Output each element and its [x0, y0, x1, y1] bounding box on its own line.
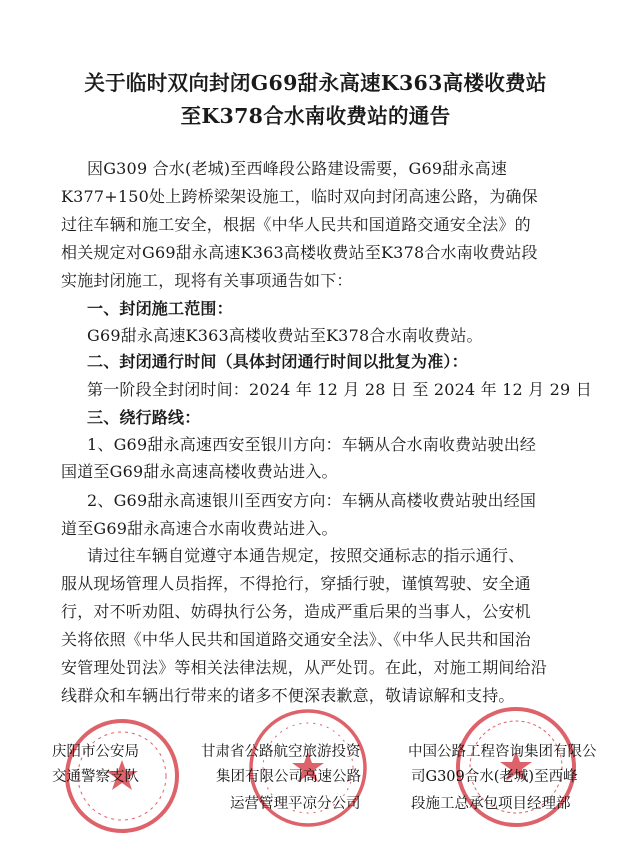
intro-line-4: 相关规定对G69甜永高速K363高楼收费站至K378合水南收费站段 — [61, 243, 538, 262]
section3-heading: 三、绕行路线： — [87, 408, 201, 427]
signature-highway-line-1: 甘肃省公路航空旅游投资 — [201, 744, 361, 760]
closing-line-1: 请过往车辆自觉遵守本通告规定，按照交通标志的指示通行、 — [87, 546, 525, 565]
route1-line-1: 1、G69甜永高速西安至银川方向：车辆从合水南收费站驶出经 — [87, 435, 537, 454]
notice-title-line1: 关于临时双向封闭G69甜永高速K363高楼收费站 — [84, 71, 547, 95]
signature-contractor-line-3: 段施工总承包项目经理部 — [411, 796, 571, 812]
signature-highway-line-3: 运营管理平凉分公司 — [230, 796, 361, 812]
intro-line-5: 实施封闭施工，现将有关事项通告如下： — [61, 271, 353, 290]
intro-line-1: 因G309 合水(老城)至西峰段公路建设需要，G69甜永高速 — [87, 159, 508, 178]
signature-contractor-line-2: 司G309合水(老城)至西峰 — [411, 769, 578, 785]
closing-line-2: 服从现场管理人员指挥，不得抢行，穿插行驶，谨慎驾驶、安全通 — [61, 574, 531, 593]
signature-police-line-2: 交通警察支队 — [52, 769, 139, 785]
closing-line-3: 行，对不听劝阻、妨碍执行公务，造成严重后果的当事人，公安机 — [61, 602, 531, 621]
section1-text: G69甜永高速K363高楼收费站至K378合水南收费站。 — [87, 326, 483, 345]
closing-line-6: 线群众和车辆出行带来的诸多不便深表歉意，敬请谅解和支持。 — [61, 686, 515, 705]
intro-line-2: K377+150处上跨桥梁架设施工，临时双向封闭高速公路，为确保 — [61, 187, 538, 206]
closing-line-5: 安管理处罚法》等相关法律法规，从严处罚。在此，对施工期间给沿 — [61, 658, 548, 677]
closing-line-4: 关将依照《中华人民共和国道路交通安全法》、《中华人民共和国治 — [61, 630, 532, 649]
section2-text: 第一阶段全封闭时间：2024 年 12 月 28 日 至 2024 年 12 月 29 日 — [87, 380, 592, 399]
section1-heading: 一、封闭施工范围： — [87, 299, 233, 318]
signature-police-line-1: 庆阳市公安局 — [52, 744, 139, 760]
route2-line-1: 2、G69甜永高速银川至西安方向：车辆从高楼收费站驶出经国 — [87, 491, 537, 510]
route1-line-2: 国道至G69甜永高速高楼收费站进入。 — [61, 462, 338, 481]
route2-line-2: 道至G69甜永高速合水南收费站进入。 — [61, 519, 338, 538]
section2-heading: 二、封闭通行时间（具体封闭通行时间以批复为准）： — [87, 352, 468, 371]
signature-highway-line-2: 集团有限公司高速公路 — [216, 769, 361, 785]
notice-title-line2: 至K378合水南收费站的通告 — [180, 104, 451, 128]
intro-line-3: 过往车辆和施工安全，根据《中华人民共和国道路交通安全法》的 — [61, 215, 531, 234]
signature-contractor-line-1: 中国公路工程咨询集团有限公 — [408, 744, 597, 760]
